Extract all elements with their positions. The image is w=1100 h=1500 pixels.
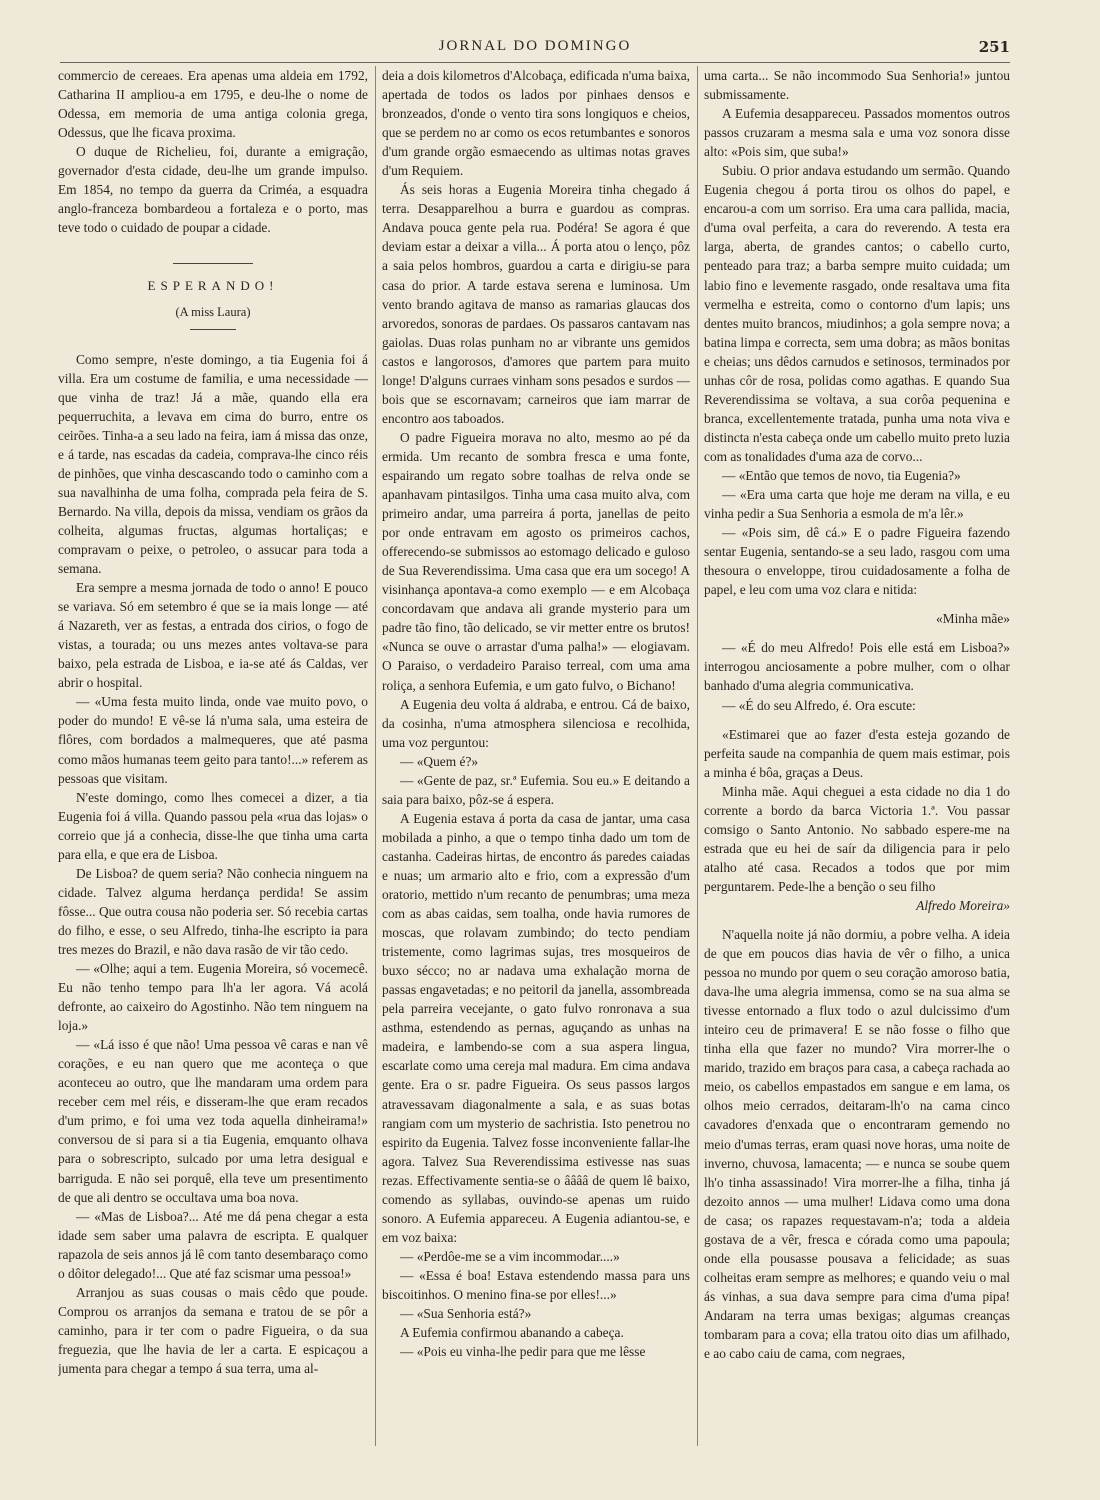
paragraph: — «Era uma carta que hoje me deram na villa, e eu vinha pedir a Sua Senhoria a esmola de m'a lêr.» (704, 487, 1010, 522)
paragraph: commercio de cereaes. Era apenas uma aldeia em 1792, Catharina II ampliou-a em 1795, e deu-lhe o nome de Odessa, em memoria de uma antiga colonia grega, Odessus, que lhe ficava proxima. (58, 68, 368, 141)
paragraph: N'aquella noite já não dormiu, a pobre velha. A ideia de que em poucos dias havia de vêr o filho, a unica pessoa no mundo por quem o seu coração amoroso batia, dava-lhe uma alegria immensa, como se na sua alma se tivesse entornado a flux todo o azul dulcissimo d'um inteiro ceu de primavera! E se não fosse o filho que tinha ella que fazer no mundo? Vira morrer-lhe o marido, trazido em braços para casa, a cabeça rachada ao meio, os cabellos empastados em sangue e em lama, os olhos meio cerrados, deitaram-lh'o na cama cinco cavadores d'enxada que o encontraram gemendo no meio d'umas terras, eram quasi nove horas, uma noite de inverno, chuvosa, lamacenta; — e nunca se soube quem lh'o tinha assassinado! Vira morrer-lhe a filha, tinha já dezoito annos — uma mulher! Lidava como uma dona de casa; os rapazes requestavam-n'a; toda a aldeia gostava de a vêr, fresca e córada como uma papoula; onde ella pousasse pousava a felicidade; as suas colheitas eram sempre as melhores; e quando veiu o mal ás vinhas, a sua dava sempre para cima d'uma pipa! Andaram na terra umas bexigas; algumas creanças tombaram para a cova; ella tratou oito dias um afilhado, e ao cabo caiu de cama, com negraes, (704, 927, 1010, 1362)
paragraph: — «Perdôe-me se a vim incommodar....» (400, 1248, 620, 1264)
paragraph: A Eugenia deu volta á aldraba, e entrou. Cá de baixo, da cosinha, n'uma atmosphera silenciosa e recolhida, uma voz perguntou: (382, 696, 690, 750)
paragraph: uma carta... Se não incommodo Sua Senhoria!» juntou submissamente. (704, 68, 1010, 103)
paragraph: De Lisboa? de quem seria? Não conhecia ninguem na cidade. Talvez alguma herdança perdida! Se assim fôsse... Que outra cousa não poderia ser. Só recebia cartas do filho, e esse, o seu Alfredo, tinha-lhe escripto ia para tres mezes do Brazil, e não dava rasão de vir tão cedo. (58, 865, 368, 957)
paragraph: A Eugenia estava á porta da casa de jantar, uma casa mobilada a pinho, a que o tempo tinha dado um tom de castanha. Cadeiras hirtas, de encontro ás paredes caiadas e nuas; um armario alto e frio, com a expressão d'um oratorio, mettido n'um recanto de penumbras; uma meza com as abas caidas, sem toalha, onde havia rumores de moscas, que rolavam zumbindo; do tecto pendiam tristemente, como lagrimas sujas, tres mosqueiros de buxo sécco; no ar nadava uma exhalação morna de passas engavetadas; e no peitoril da janella, assombreada pela parreira vecejante, o gato fulvo ronronava a sua asthma, estendendo as pernas, aguçando as unhas na madeira, e lambendo-se com a sua aspera lingua, escarlate como uma cereja mal madura. Em cima andava gente. Era o sr. padre Figueira. Os seus passos largos atravessavam diagonalmente a sala, e as suas botas rangiam com um mysterio de sachristia. Isto penetrou no espirito da Eugenia. Talvez fosse inconveniente fallar-lhe agora. Talvez Sua Reverendissima estivesse nas suas rezas. Effectivamente sentia-se o ââââ de quem lê baixo, comendo as syllabas, ouvindo-se apenas um ruido sonoro. A Eufemia appareceu. A Eugenia adiantou-se, e em voz baixa: (382, 810, 690, 1245)
paragraph: — «Uma festa muito linda, onde vae muito povo, o poder do mundo! E vê-se lá n'uma sala, uma esteira de flôres, com bordados a malmequeres, que até pasma como mãos humanas teem geito para tanto!...» referem as pessoas que visitam. (58, 694, 368, 786)
column-divider-2 (697, 66, 698, 1446)
paragraph: Era sempre a mesma jornada de todo o anno! E pouco se variava. Só em setembro é que se ia mais longe — até á Nazareth, ver as festas, a entrada dos cirios, o fogo de vistas, a tourada; ou uns mezes antes voltava-se para baixo, pela estrada de Lisboa, e ia-se até ás Caldas, ver abrir o hospital. (58, 580, 368, 691)
separator (173, 263, 253, 264)
letter-paragraph: «Estimarei que ao fazer d'esta esteja gozando de perfeita saude na companhia de quem mais estimar, pois a minha é bôa, graças a Deus. (704, 726, 1010, 780)
paragraph: — «Pois sim, dê cá.» E o padre Figueira fazendo sentar Eugenia, sentando-se a seu lado, rasgou com uma thesoura o enveloppe, tirou cuidadosamente a folha de papel, e leu com uma voz clara e nitida: (704, 525, 1010, 598)
paragraph: Como sempre, n'este domingo, a tia Eugenia foi á villa. Era um costume de familia, e uma necessidade — que vinha de traz! Já a mãe, quando ella era pequerruchita, a levava em cima do burro, entre os ceirões. Tinha-a a seu lado na feira, iam á missa das onze, e á tarde, nas escadas da cadeia, comprava-lhe cinco réis de pinhões, que vinha descascando todo o caminho com a sua navalhinha de uma folha, comprada pela feira de S. Bernardo. Na villa, depois da missa, vendiam os grãos da colheita, algumas fructas, algumas hortaliças; e compravam o peixe, o petroleo, o assucar para toda a semana. (58, 351, 368, 577)
letter-signature: Alfredo Moreira» (916, 897, 1010, 913)
paragraph: — «Olhe; aqui a tem. Eugenia Moreira, só vocemecê. Eu não tenho tempo para lh'a ler agora. Vá acolá defronte, ao caixeiro do Agostinho. Não tem ninguem na loja.» (58, 961, 368, 1034)
separator (190, 329, 236, 330)
letter-salutation: «Minha mãe» (935, 611, 1010, 627)
column-1 (58, 66, 368, 1446)
paragraph: — «Lá isso é que não! Uma pessoa vê caras e nan vê corações, e eu nan quero que me aconteça o que aconteceu ao outro, que lhe mandaram uma ordem para receber cem mel réis, e disseram-lhe que eram recados d'um primo, e foi uma vez toda aquella dinheirama!» conversou de si para si a tia Eugenia, emquanto olhava para o sobrescripto, sulcado por uma letra desigual e barriguda. E não sei porquê, ella teve um presentimento de que ali dentro se occultava uma boa nova. (58, 1037, 368, 1205)
paragraph: O duque de Richelieu, foi, durante a emigração, governador d'esta cidade, deu-lhe um grande impulso. Em 1854, no tempo da guerra da Criméa, a esquadra anglo-franceza bombardeou a fortaleza e o porto, mas teve todo o cuidado de poupar a cidade. (58, 144, 368, 236)
paragraph: deia a dois kilometros d'Alcobaça, edificada n'uma baixa, apertada de todos os lados por pinhaes densos e bronzeados, d'onde o vento tira sons longiquos e cheios, que se perdem no ar como os ecos retumbantes e sonoros d'um grande orgão esmaecendo as ultimas notas graves d'um Requiem. (382, 68, 690, 179)
paragraph: Subiu. O prior andava estudando um sermão. Quando Eugenia chegou á porta tirou os olhos do papel, e encarou-a com um sorriso. Era uma cara pallida, macia, d'uma oval perfeita, a cara do reverendo. A testa era larga, aberta, de grandes cantos; o cabello curto, penteado para traz; a barba sempre muito cuidada; um labio fino e levemente rasgado, onde resaltava uma fita vermelha e estreita, como o contorno d'um lapis; uns dentes muito brancos, miudinhos; a gola sempre nova; a batina limpa e correcta, sem uma dobra; as mãos bonitas e cheias; uns dêdos carnudos e setinosos, terminados por unhas côr de rosa, polidas como agathas. E quando Sua Reverendissima se voltava, a sua corôa pequenina e branca, excellentemente tratada, punha uma nota viva e distincta n'esta cabeça onde um cabello muito preto luzia com as tonalidades d'uma aza de corvo... (704, 163, 1010, 464)
paragraph: — «É do meu Alfredo! Pois elle está em Lisboa?» interrogou anciosamente a pobre mulher, com o olhar banhado d'uma alegria communicativa. (704, 640, 1010, 694)
journal-title: JORNAL DO DOMINGO (438, 38, 632, 54)
paragraph: A Eufemia confirmou abanando a cabeça. (400, 1325, 624, 1341)
paragraph: — «Quem é?» (400, 753, 479, 769)
paragraph: Arranjou as suas cousas o mais cêdo que poude. Comprou os arranjos da semana e tratou de se pôr a caminho, para ir ter com o padre Figueira, o da sua freguezia, que lhe havia de ler a carta. E espicaçou a jumenta para chegar a tempo á sua terra, uma al- (58, 1284, 368, 1376)
page-number: 251 (978, 38, 1010, 56)
paragraph: — «Mas de Lisboa?... Até me dá pena chegar a esta idade sem saber uma palavra de escripta. E qualquer rapazola de seis annos já lê com tanto desembaraço como o dôitor delegado!... Que até faz scismar uma pessoa!» (58, 1208, 368, 1281)
paragraph: A Eufemia desappareceu. Passados momentos outros passos cruzaram a mesma sala e uma voz sonora disse alto: «Pois sim, que suba!» (704, 106, 1010, 160)
paragraph: — «Então que temos de novo, tia Eugenia?» (722, 467, 961, 483)
column-3 (704, 66, 1010, 1446)
paragraph: — «Pois eu vinha-lhe pedir para que me lêsse (400, 1344, 646, 1360)
paragraph: Ás seis horas a Eugenia Moreira tinha chegado á terra. Desapparelhou a burra e guardou as compras. Andava pouca gente pela rua. Podéra! Se agora é que deviam estar a deixar a villa... Á porta atou o lenço, pôz a saia pelos hombros, guardou a carta e dirigiu-se para casa do prior. A tarde estava serena e luminosa. Um vento brando agitava de manso as ramarias glaucas dos arvoredos, sonoras de pardaes. Os passaros cantavam nas gaiolas. Duas rolas punham no ar vibrante uns gemidos castos e langorosos, d'amores que partem para muito longe! D'alguns curraes vinham sons pesados e surdos — bois que se escornavam; carneiros que iam marrar de encontro aos taboados. (382, 182, 690, 426)
column-divider-1 (375, 66, 376, 1446)
paragraph: — «Gente de paz, sr.ª Eufemia. Sou eu.» E deitando a saia para baixo, pôz-se á espera. (382, 772, 690, 807)
paragraph: O padre Figueira morava no alto, mesmo ao pé da ermida. Um recanto de sombra fresca e uma fonte, espairando um regato sobre toalhas de relva onde se apanhavam pintasilgos. Tinha uma casa muito alva, com primeiro andar, uma parreira á porta, janellas de peito por onde entravam em agosto os primeiros cachos, offerecendo-se submissos ao estomago delicado e guloso de Sua Reverendissima. Uma casa que era um socego! A visinhança apontava-a como exemplo — e em Alcobaça concordavam que andava ali grande mysterio para um padre tão fino, tão delicado, se vir metter entre os brutos! «Nunca se ouve o arrastar d'uma palha!» — elogiavam. O Paraiso, o verdadeiro Paraiso terreal, com uma ama roliça, a senhora Eufemia, e um gato fulvo, o Bichano! (382, 429, 690, 693)
header-rule (60, 62, 1010, 63)
story-dedication: (A miss Laura) (175, 305, 251, 320)
paragraph: N'este domingo, como lhes comecei a dizer, a tia Eugenia foi á villa. Quando passou pela «rua das lojas» o correio que já a conhecia, disse-lhe que tinha uma carta para ella, e que era de Lisboa. (58, 789, 368, 862)
column-2 (382, 66, 690, 1446)
paragraph: — «Essa é boa! Estava estendendo massa para uns biscoitinhos. O menino fina-se por elles!...» (382, 1267, 690, 1302)
story-title: ESPERANDO! (147, 278, 279, 294)
paragraph: — «Sua Senhoria está?» (400, 1306, 532, 1322)
page-header (60, 36, 1010, 62)
letter-paragraph: Minha mãe. Aqui cheguei a esta cidade no dia 1 do corrente a bordo da barca Victoria 1.ª. Vou passar comsigo o Santo Antonio. No sabbado espere-me na estrada que eu hei de saír da diligencia para ir pelo atalho até casa. Recados a todos que por mim perguntarem. Pede-lhe a benção o seu filho (704, 783, 1010, 894)
paragraph: — «É do seu Alfredo, é. Ora escute: (722, 697, 916, 713)
